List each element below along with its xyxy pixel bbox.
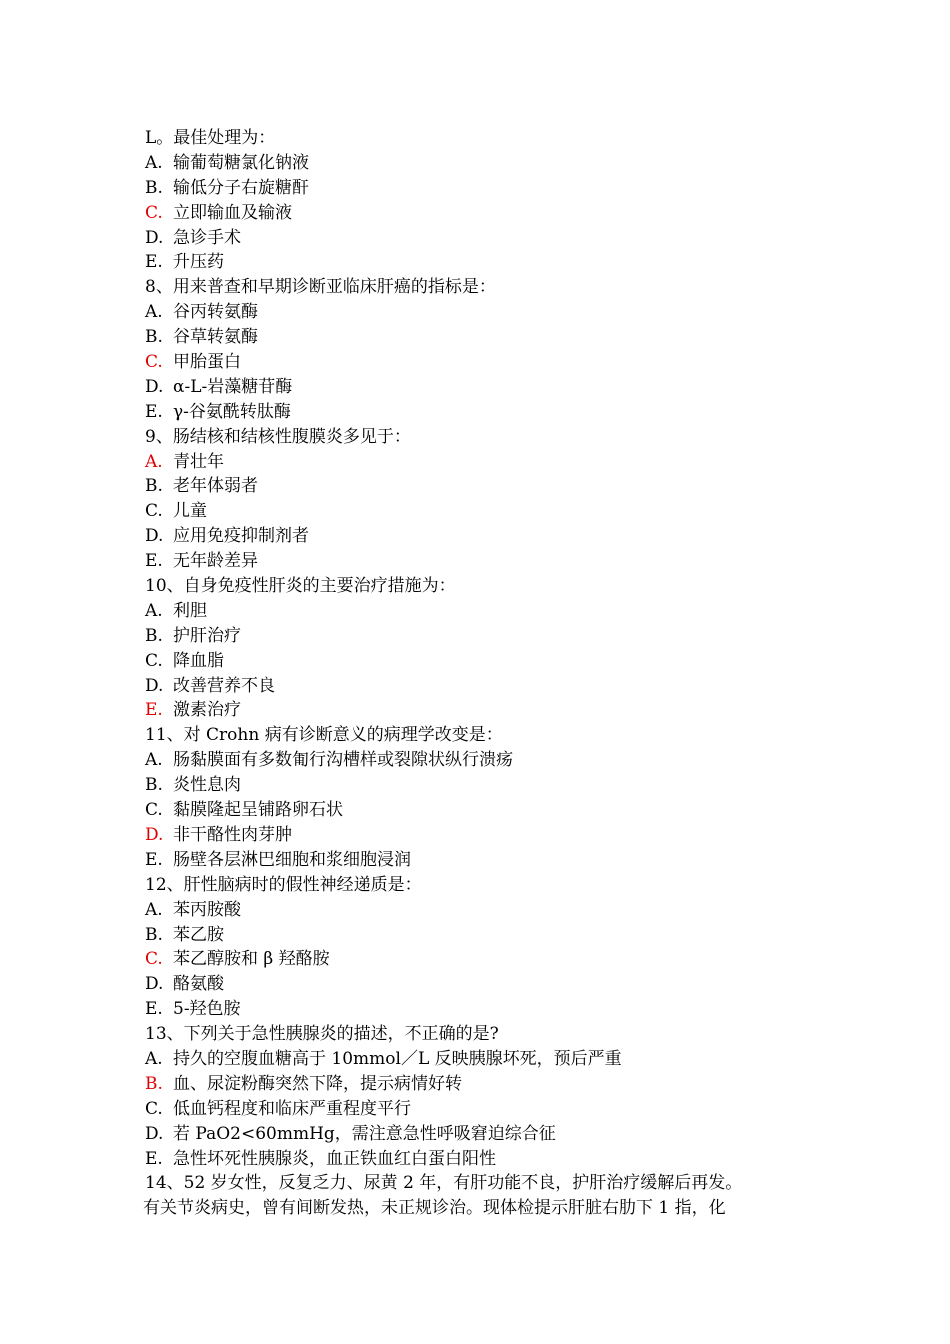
option-text: 肠壁各层淋巴细胞和浆细胞浸润 — [173, 849, 411, 870]
option-letter: D. — [145, 376, 164, 397]
option-letter: E. — [145, 999, 163, 1020]
option-letter: A. — [145, 600, 163, 621]
answer-option — [145, 549, 825, 574]
option-letter: D. — [145, 675, 164, 696]
answer-option — [145, 773, 825, 798]
option-text: 黏膜隆起呈铺路卵石状 — [173, 800, 343, 821]
question-continuation: 有关节炎病史，曾有间断发热，未正规诊治。现体检提示肝脏右肋下 1 指，化 — [143, 1198, 726, 1219]
question-stem: L。最佳处理为： — [145, 128, 276, 148]
option-text: 改善营养不良 — [173, 675, 275, 696]
option-text: 急性坏死性胰腺炎，血正铁血红白蛋白阳性 — [173, 1148, 496, 1169]
answer-option — [145, 972, 825, 997]
answer-option — [145, 823, 825, 848]
option-text: 若 PaO2<60mmHg，需注意急性呼吸窘迫综合征 — [173, 1123, 556, 1144]
option-text: 谷草转氨酶 — [173, 327, 258, 348]
option-text: 苯乙胺 — [173, 924, 224, 945]
question-stem: 9、肠结核和结核性腹膜炎多见于： — [145, 426, 411, 447]
option-letter: D. — [145, 974, 164, 995]
option-letter: C. — [145, 1098, 163, 1119]
answer-option — [145, 649, 825, 674]
option-text: 利胆 — [173, 600, 207, 621]
correct-option-letter: D. — [145, 824, 164, 845]
answer-option — [145, 923, 825, 948]
option-letter: E. — [145, 401, 163, 422]
option-text: γ-谷氨酰转肽酶 — [173, 401, 291, 422]
answer-option — [145, 325, 825, 350]
answer-option — [145, 524, 825, 549]
option-letter: A. — [145, 750, 163, 771]
option-text: 持久的空腹血糖高于 10mmol／L 反映胰腺坏死，预后严重 — [173, 1048, 622, 1069]
answer-option — [145, 1072, 825, 1097]
option-text: 降血脂 — [173, 650, 224, 671]
option-text: 儿童 — [173, 501, 207, 522]
option-text: 无年龄差异 — [173, 551, 258, 572]
option-letter: C. — [145, 501, 163, 522]
answer-option — [145, 250, 825, 275]
question-stem: 10、自身免疫性肝炎的主要治疗措施为： — [145, 576, 456, 597]
option-text: 谷丙转氨酶 — [173, 302, 258, 323]
option-text: 升压药 — [173, 252, 224, 273]
option-text: 护肝治疗 — [173, 625, 241, 646]
option-text: 输葡萄糖氯化钠液 — [173, 152, 309, 173]
option-letter: B. — [145, 625, 163, 646]
option-letter: A. — [145, 1048, 163, 1069]
answer-option — [145, 624, 825, 649]
question-stem: 11、对 Crohn 病有诊断意义的病理学改变是： — [145, 725, 503, 746]
option-letter: A. — [145, 899, 163, 920]
answer-option — [145, 748, 825, 773]
answer-option — [145, 350, 825, 375]
correct-option-letter: B. — [145, 1073, 163, 1094]
answer-option — [145, 226, 825, 251]
option-text: 立即输血及输液 — [173, 202, 292, 223]
answer-option — [145, 698, 825, 723]
option-text: 急诊手术 — [173, 227, 241, 248]
option-text: 老年体弱者 — [173, 476, 258, 497]
option-text: 甲胎蛋白 — [173, 352, 241, 373]
correct-option-letter: C. — [145, 352, 163, 373]
answer-option — [145, 450, 825, 475]
option-text: 低血钙程度和临床严重程度平行 — [173, 1098, 411, 1119]
option-letter: E. — [145, 1148, 163, 1169]
option-text: 肠黏膜面有多数匍行沟槽样或裂隙状纵行溃疡 — [173, 750, 513, 771]
option-text: 苯丙胺酸 — [173, 899, 241, 920]
answer-option — [145, 176, 825, 201]
option-text: 输低分子右旋糖酐 — [173, 177, 309, 198]
answer-option — [145, 1047, 825, 1072]
option-letter: D. — [145, 526, 164, 547]
answer-option — [145, 474, 825, 499]
question-list — [145, 126, 825, 1221]
correct-option-letter: E. — [145, 700, 163, 721]
answer-option — [145, 1122, 825, 1147]
option-letter: A. — [145, 152, 163, 173]
correct-option-letter: C. — [145, 949, 163, 970]
option-letter: C. — [145, 800, 163, 821]
question-stem: 8、用来普查和早期诊断亚临床肝癌的指标是： — [145, 277, 496, 298]
answer-option — [145, 848, 825, 873]
question-stem: 12、肝性脑病时的假性神经递质是： — [145, 874, 422, 895]
option-letter: B. — [145, 924, 163, 945]
answer-option — [145, 898, 825, 923]
answer-option — [145, 1147, 825, 1172]
answer-option — [145, 947, 825, 972]
answer-option — [145, 201, 825, 226]
option-text: 应用免疫抑制剂者 — [173, 526, 309, 547]
option-text: 非干酪性肉芽肿 — [173, 824, 292, 845]
answer-option — [145, 375, 825, 400]
option-text: 酪氨酸 — [173, 974, 224, 995]
answer-option — [145, 151, 825, 176]
correct-option-letter: A. — [145, 451, 163, 472]
option-text: 5-羟色胺 — [173, 999, 241, 1020]
answer-option — [145, 499, 825, 524]
option-letter: D. — [145, 1123, 164, 1144]
question-stem: 13、下列关于急性胰腺炎的描述，不正确的是? — [145, 1024, 499, 1045]
option-text: 炎性息肉 — [173, 775, 241, 796]
option-letter: C. — [145, 650, 163, 671]
answer-option — [145, 798, 825, 823]
option-text: α-L-岩藻糖苷酶 — [173, 376, 293, 397]
answer-option — [145, 300, 825, 325]
option-letter: D. — [145, 227, 164, 248]
question-stem: 14、52 岁女性，反复乏力、尿黄 2 年，有肝功能不良，护肝治疗缓解后再发。 — [145, 1173, 743, 1194]
option-letter: B. — [145, 476, 163, 497]
option-letter: B. — [145, 775, 163, 796]
option-letter: B. — [145, 327, 163, 348]
answer-option — [145, 997, 825, 1022]
option-text: 激素治疗 — [173, 700, 241, 721]
option-letter: E. — [145, 849, 163, 870]
answer-option — [145, 674, 825, 699]
option-text: 血、尿淀粉酶突然下降，提示病情好转 — [173, 1073, 462, 1094]
option-letter: E. — [145, 252, 163, 273]
option-text: 苯乙醇胺和 β 羟酪胺 — [173, 949, 330, 970]
option-letter: A. — [145, 302, 163, 323]
correct-option-letter: C. — [145, 202, 163, 223]
answer-option — [145, 1097, 825, 1122]
answer-option — [145, 400, 825, 425]
option-letter: B. — [145, 177, 163, 198]
answer-option — [145, 599, 825, 624]
option-letter: E. — [145, 551, 163, 572]
option-text: 青壮年 — [173, 451, 224, 472]
